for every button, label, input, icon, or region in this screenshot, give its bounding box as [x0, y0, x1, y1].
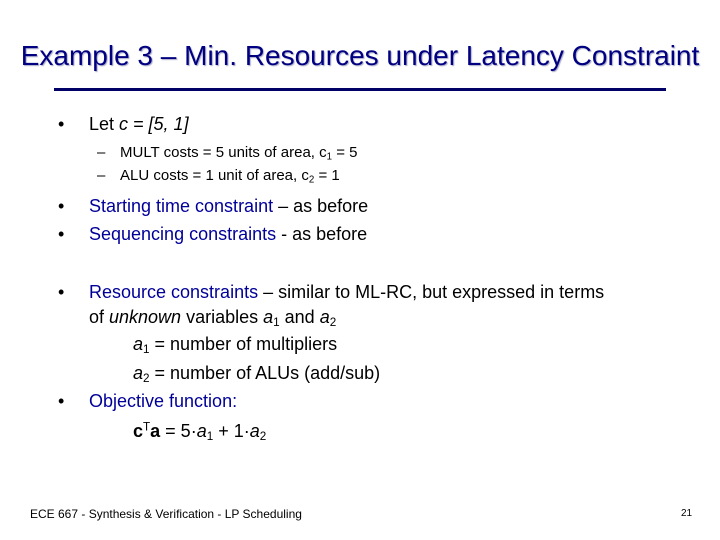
variable-a: a	[263, 307, 274, 327]
definition-a2	[133, 362, 380, 384]
dash-symbol: –	[97, 167, 106, 184]
slide-title: Example 3 – Min. Resources under Latency Constraint	[20, 40, 700, 71]
text: and	[279, 307, 320, 327]
title-underline	[54, 88, 666, 91]
formula-text: + 1·	[213, 421, 250, 441]
bullet-highlight: Objective function:	[89, 391, 238, 411]
bullet-starting-time	[89, 195, 368, 217]
vector-c: c	[133, 421, 144, 441]
bullet-tail: – as before	[273, 196, 369, 216]
sub-bullet-tail: = 5	[332, 144, 358, 161]
subscript: 1	[143, 342, 150, 356]
bullet-symbol: •	[58, 224, 65, 244]
subscript: 1	[326, 151, 333, 163]
superscript-t: T	[143, 420, 151, 434]
subscript: 1	[273, 315, 280, 329]
dash-symbol: –	[97, 144, 106, 161]
bullet-tail: - as before	[276, 224, 368, 244]
sub-bullet-alu-cost	[120, 167, 340, 185]
bullet-highlight: Resource constraints	[89, 282, 259, 302]
definition-text: = number of ALUs (add/sub)	[149, 363, 381, 383]
subscript: 2	[329, 315, 337, 329]
subscript: 2	[308, 174, 315, 186]
page-number: 21	[681, 508, 693, 519]
variable-a: a	[133, 363, 144, 383]
definition-a1	[133, 333, 337, 355]
variable-a: a	[319, 307, 330, 327]
bullet-text: Let	[89, 114, 120, 134]
bullet-resource-constraints	[89, 281, 604, 303]
sub-bullet-tail: = 1	[314, 167, 340, 184]
variable-a: a	[133, 334, 144, 354]
variable-a: a	[196, 421, 207, 441]
bullet-sequencing	[89, 223, 367, 245]
slide-footer: ECE 667 - Synthesis & Verification - LP Scheduling	[30, 507, 302, 521]
subscript: 2	[143, 371, 150, 385]
bullet-symbol: •	[58, 196, 65, 216]
bullet-let-c	[89, 113, 189, 135]
text: variables	[181, 307, 264, 327]
vector-a: a	[150, 421, 161, 441]
bullet-symbol: •	[58, 114, 65, 134]
bullet-tail: – similar to ML-RC, but expressed in terms	[258, 282, 605, 302]
bullet-objective	[89, 390, 237, 412]
objective-formula	[133, 420, 266, 442]
bullet-symbol: •	[58, 391, 65, 411]
bullet-resource-line2	[89, 306, 336, 328]
bullet-highlight: Sequencing constraints	[89, 224, 277, 244]
subscript: 1	[206, 429, 214, 443]
variable-a: a	[249, 421, 260, 441]
sub-bullet-text: ALU costs = 1 unit of area, c	[120, 167, 309, 184]
definition-text: = number of multipliers	[149, 334, 338, 354]
sub-bullet-mult-cost	[120, 144, 358, 162]
cost-vector: c = [5, 1]	[119, 114, 189, 134]
italic-text: unknown	[109, 307, 182, 327]
text: of	[89, 307, 110, 327]
bullet-highlight: Starting time constraint	[89, 196, 274, 216]
bullet-symbol: •	[58, 282, 65, 302]
sub-bullet-text: MULT costs = 5 units of area, c	[120, 144, 327, 161]
formula-text: = 5·	[160, 421, 197, 441]
subscript: 2	[259, 429, 267, 443]
